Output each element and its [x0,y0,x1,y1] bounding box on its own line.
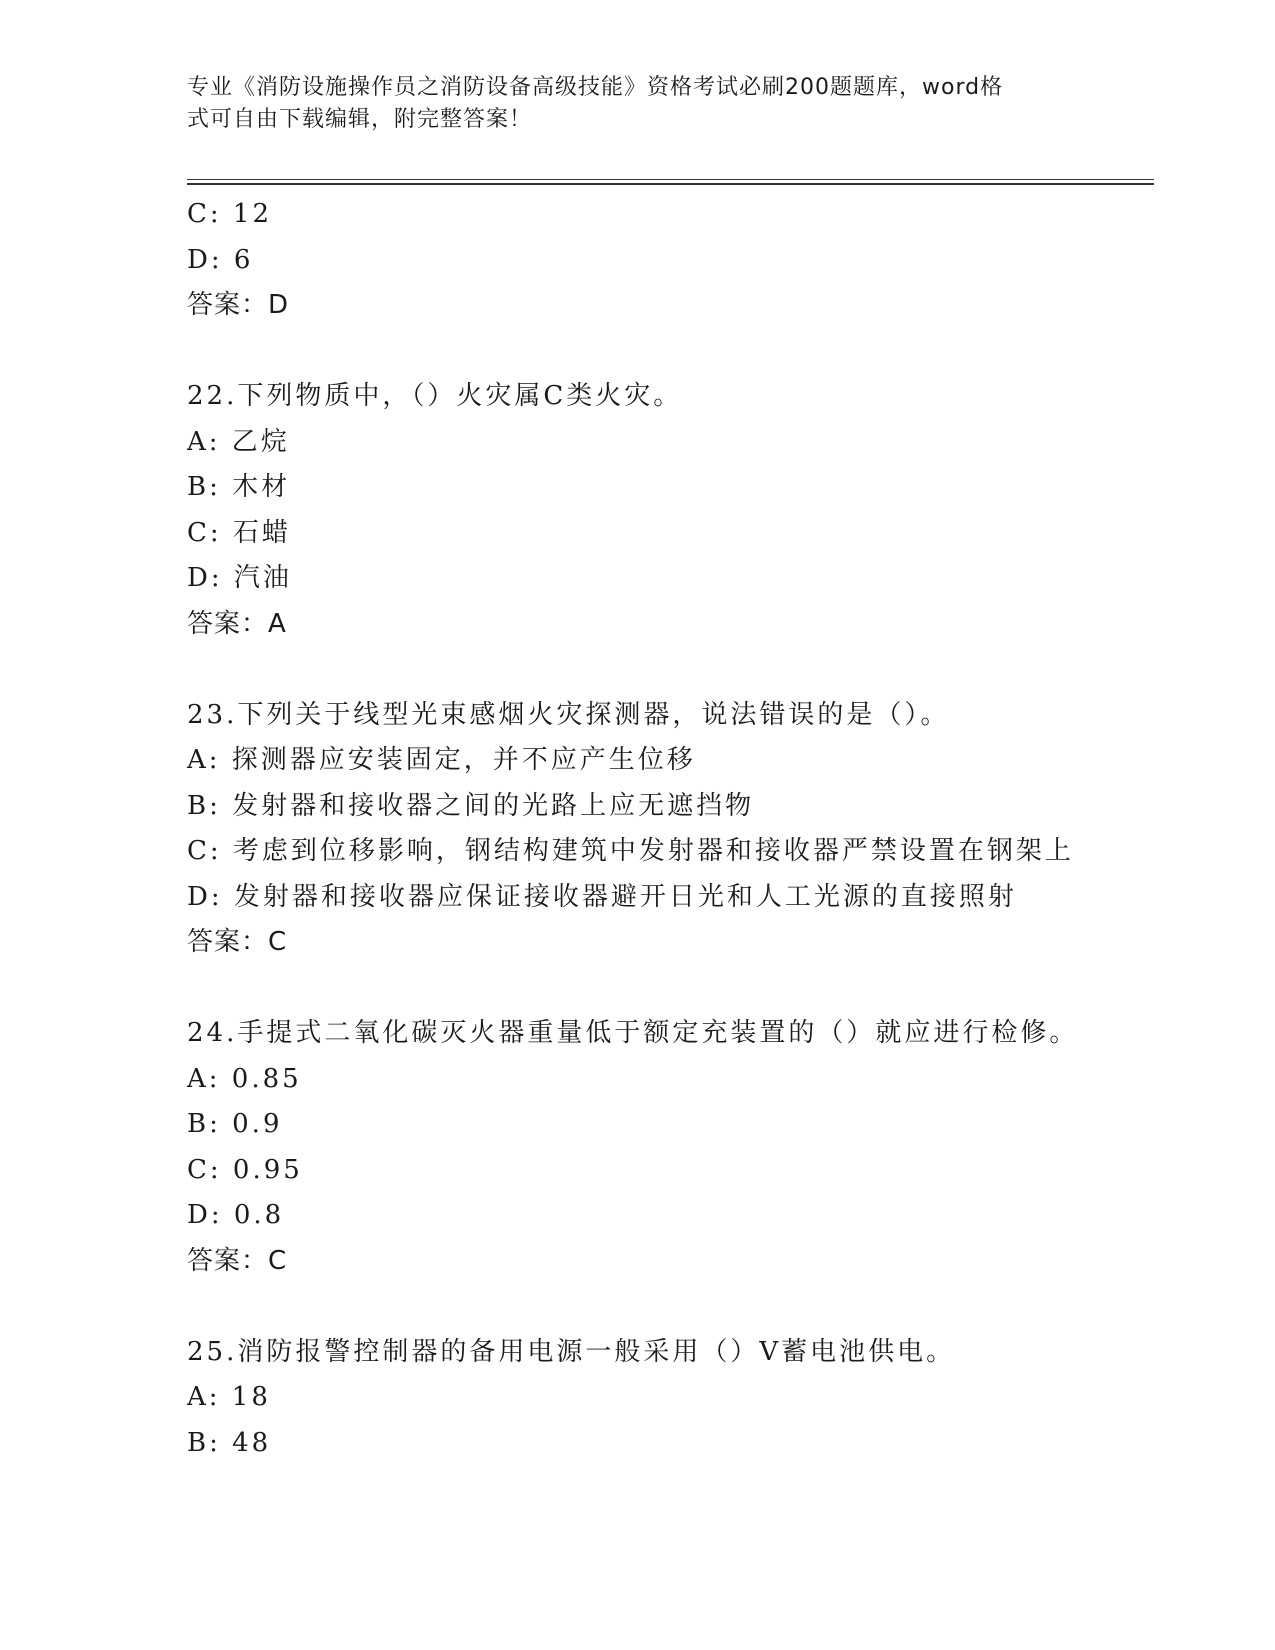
option-b: B: 发射器和接收器之间的光路上应无遮挡物 [187,790,755,821]
option-c: C: 12 [187,199,273,229]
option-c: C: 考虑到位移影响，钢结构建筑中发射器和接收器严禁设置在钢架上 [187,836,1074,866]
header-rule-thick [187,183,1154,185]
answer-label: 答案：C [187,927,288,957]
option-d: D: 6 [187,244,254,275]
question-21-tail [187,192,1087,329]
question-25 [187,1330,1087,1467]
option-c: C: 0.95 [187,1154,303,1185]
question-23 [187,693,1087,966]
option-a: A: 18 [187,1382,271,1412]
question-24 [187,1011,1087,1284]
answer-label: 答案：C [187,1245,288,1276]
option-b: B: 48 [187,1427,272,1458]
question-stem: 23.下列关于线型光束感烟火灾探测器，说法错误的是（）。 [187,699,950,730]
option-a: A: 乙烷 [187,426,290,457]
option-d: D: 0.8 [187,1200,285,1230]
answer-label: 答案：D [187,290,290,320]
option-a: A: 探测器应安装固定，并不应产生位移 [187,745,696,775]
option-d: D: 汽油 [187,563,292,593]
header-line-1: 专业《消防设施操作员之消防设备高级技能》资格考试必刷200题题库，word格 [187,75,1004,100]
option-c: C: 石蜡 [187,517,291,548]
option-d: D: 发射器和接收器应保证接收器避开日光和人工光源的直接照射 [187,881,1017,912]
option-b: B: 木材 [187,472,291,502]
header-rule-thin [187,179,1154,180]
question-stem: 24.手提式二氧化碳灭火器重量低于额定充装置的（）就应进行检修。 [187,1018,1079,1048]
question-stem: 22.下列物质中，（）火灾属C类火灾。 [187,381,683,411]
answer-label: 答案：A [187,608,287,639]
question-22 [187,374,1087,647]
document-header [187,72,1087,136]
question-stem: 25.消防报警控制器的备用电源一般采用（）V蓄电池供电。 [187,1336,956,1367]
question-list [187,192,1087,1466]
header-line-2: 式可自由下载编辑，附完整答案！ [187,107,533,132]
option-a: A: 0.85 [187,1063,302,1094]
option-b: B: 0.9 [187,1109,283,1139]
